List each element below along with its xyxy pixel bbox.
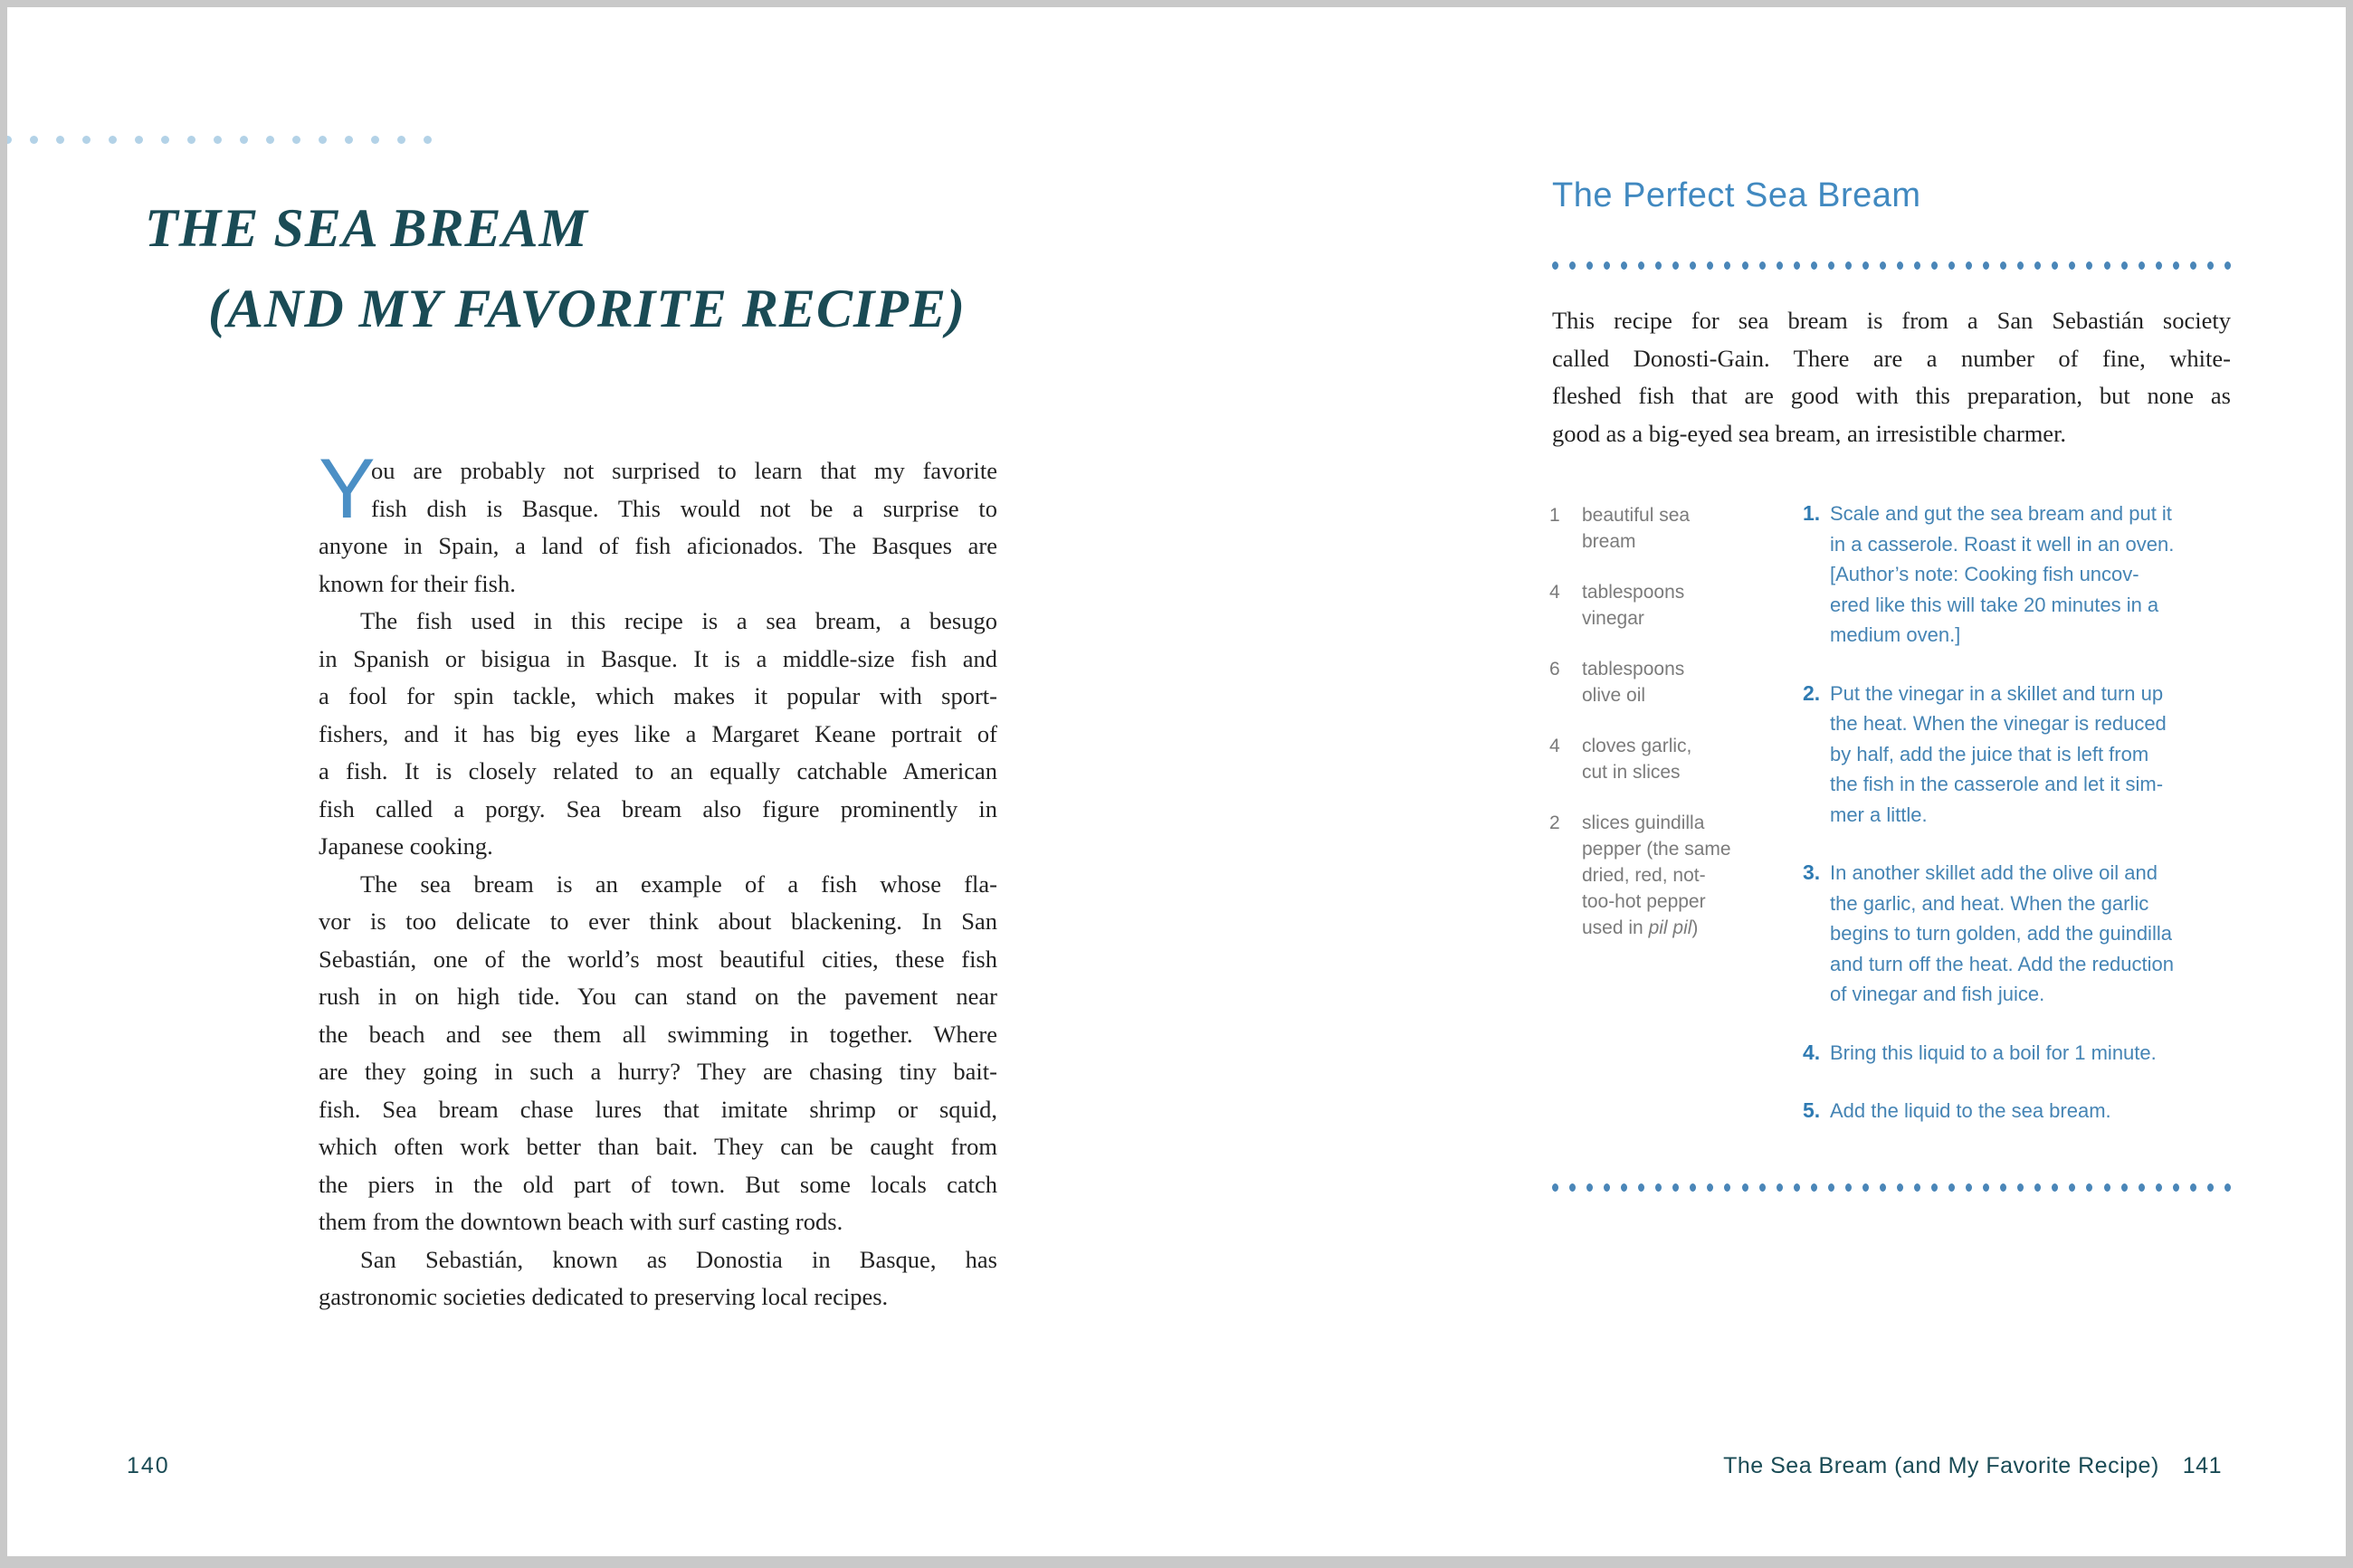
text-line: gastronomic societies dedicated to preserving local recipes.: [319, 1283, 889, 1310]
dot: [1604, 261, 1610, 270]
dot: [2224, 1183, 2231, 1192]
text-line: good as a big-eyed sea bream, an irresistible charmer.: [1552, 419, 2067, 447]
dot: [2034, 1183, 2041, 1192]
ingredient-quantity: 4: [1549, 582, 1560, 603]
dot: [1759, 1183, 1766, 1192]
dot: [2017, 1183, 2024, 1192]
drop-cap: Y: [319, 441, 376, 536]
ingredient-text-part: bream: [1582, 531, 1636, 552]
step-line: by half, add the juice that is left from: [1830, 742, 2149, 765]
dot: [1948, 1183, 1955, 1192]
dot: [2139, 261, 2145, 270]
dot: [1777, 261, 1783, 270]
step-line: Add the liquid to the sea bream.: [1830, 1099, 2111, 1122]
step-line: mer a little.: [1830, 803, 1928, 826]
text-line: are they going in such a hurry? They are chasing tiny bait-: [319, 1058, 997, 1085]
ingredient-line: [1582, 862, 1731, 889]
ingredient-item: [1549, 579, 1794, 632]
ingredient-text-part: vinegar: [1582, 608, 1644, 629]
dot: [2000, 1183, 2006, 1192]
ingredient-text-part: ): [1691, 917, 1699, 938]
dot: [345, 136, 353, 144]
dot: [319, 136, 327, 144]
dot: [2156, 1183, 2162, 1192]
dot: [2017, 261, 2024, 270]
dot: [1742, 1183, 1748, 1192]
text-line: ou are probably not surprised to learn that my favorite: [371, 457, 997, 484]
dot: [2173, 1183, 2179, 1192]
step-line: begins to turn golden, add the guindilla: [1830, 922, 2172, 945]
dot: [2052, 261, 2058, 270]
dotted-rule-bottom: [1552, 1183, 2231, 1192]
dot: [1966, 1183, 1972, 1192]
ingredient-line: [1582, 733, 1691, 759]
ingredient-text-part: tablespoons: [1582, 659, 1685, 679]
ingredient-text-part: beautiful sea: [1582, 505, 1691, 526]
dot: [1724, 1183, 1730, 1192]
recipe-intro: [1552, 302, 2231, 452]
step-line: the heat. When the vinegar is reduced: [1830, 712, 2167, 735]
dot: [240, 136, 248, 144]
dot: [1552, 1183, 1558, 1192]
dot: [371, 136, 379, 144]
step-line: Scale and gut the sea bream and put it: [1830, 502, 2172, 525]
page-number-left: 140: [127, 1453, 170, 1478]
ingredient-text-part: pepper (the same: [1582, 839, 1731, 860]
ingredient-text-part: tablespoons: [1582, 582, 1685, 603]
dot: [1811, 261, 1817, 270]
step-text: [1830, 679, 2167, 831]
step-number: 2.: [1803, 680, 1821, 705]
dot: [1655, 1183, 1662, 1192]
running-footer-chapter: The Sea Bream (and My Favorite Recipe): [1723, 1453, 2159, 1478]
dot: [2190, 261, 2196, 270]
dot: [1966, 261, 1972, 270]
ingredient-text-italic: pil pil: [1648, 917, 1692, 938]
dot: [1914, 1183, 1920, 1192]
dot: [1828, 261, 1834, 270]
ingredient-quantity: 4: [1549, 736, 1560, 756]
ingredient-line: [1582, 528, 1690, 555]
text-line: fish called a porgy. Sea bream also figure prominently in: [319, 794, 997, 822]
text-line: San Sebastián, known as Donostia in Basque, has: [360, 1245, 997, 1273]
dot: [1862, 261, 1869, 270]
dot: [2086, 261, 2092, 270]
dot: [1604, 1183, 1610, 1192]
step-line: In another skillet add the olive oil and: [1830, 861, 2158, 884]
dot: [1742, 261, 1748, 270]
dot: [1931, 1183, 1938, 1192]
dot: [1655, 261, 1662, 270]
step-line: the fish in the casserole and let it sim-: [1830, 773, 2164, 795]
text-line: fish dish is Basque. This would not be a surprise to: [371, 494, 997, 522]
dot: [2034, 261, 2041, 270]
dot: [1759, 261, 1766, 270]
step-line: in a casserole. Roast it well in an oven.: [1830, 532, 2175, 556]
dot: [1914, 261, 1920, 270]
recipe-step: [1803, 858, 2235, 1010]
ingredient-text-part: cut in slices: [1582, 762, 1681, 783]
dot: [1794, 1183, 1800, 1192]
dot: [7, 136, 12, 144]
ingredient-text-part: too-hot pepper: [1582, 891, 1706, 912]
ingredient-text-part: olive oil: [1582, 685, 1646, 706]
dot: [424, 136, 432, 144]
ingredient-text: [1582, 810, 1731, 941]
step-text: [1830, 499, 2174, 651]
text-line: a fish. It is closely related to an equally catchable American: [319, 757, 997, 784]
dot: [1845, 261, 1852, 270]
ingredient-line: [1582, 759, 1691, 785]
ingredient-line: [1582, 836, 1731, 862]
dot: [1621, 261, 1627, 270]
step-line: medium oven.]: [1830, 623, 1961, 646]
dot: [161, 136, 169, 144]
dot: [56, 136, 64, 144]
dot: [1690, 261, 1696, 270]
ingredient-text: [1582, 579, 1684, 632]
ingredient-line: [1582, 682, 1684, 708]
step-line: and turn off the heat. Add the reduction: [1830, 952, 2174, 975]
dot: [2052, 1183, 2058, 1192]
dot: [2139, 1183, 2145, 1192]
dot: [2069, 1183, 2075, 1192]
ingredient-line: [1582, 502, 1690, 528]
text-line: the beach and see them all swimming in together. Where: [319, 1020, 997, 1048]
dot: [82, 136, 90, 144]
dot: [135, 136, 143, 144]
dot: [1638, 1183, 1644, 1192]
step-list: [1803, 499, 2235, 1155]
dot: [109, 136, 117, 144]
ingredient-item: [1549, 656, 1794, 708]
book-spread: [7, 7, 2346, 1556]
dot: [397, 136, 405, 144]
step-number: 1.: [1803, 501, 1821, 525]
text-line: vor is too delicate to ever think about blackening. In San: [319, 908, 997, 935]
dot: [214, 136, 222, 144]
ingredient-text-part: dried, red, not-: [1582, 865, 1706, 886]
ingredient-text-part: slices guindilla: [1582, 813, 1705, 833]
dot: [1586, 1183, 1593, 1192]
text-line: fishers, and it has big eyes like a Margaret Keane portrait of: [319, 719, 997, 747]
dot: [1621, 1183, 1627, 1192]
dot: [2104, 261, 2110, 270]
dot: [1794, 261, 1800, 270]
dot: [1880, 1183, 1886, 1192]
dot: [1552, 261, 1558, 270]
dot: [1724, 261, 1730, 270]
ingredient-item: [1549, 502, 1794, 555]
dot: [1845, 1183, 1852, 1192]
ingredient-quantity: 6: [1549, 659, 1560, 679]
step-number: 4.: [1803, 1040, 1821, 1064]
dot: [1707, 261, 1713, 270]
text-line: Japanese cooking.: [319, 832, 493, 860]
recipe-step: [1803, 499, 2235, 651]
dot: [1586, 261, 1593, 270]
ingredient-text: [1582, 502, 1690, 555]
ingredient-line: [1582, 656, 1684, 682]
dot: [1707, 1183, 1713, 1192]
dotted-rule-top: [1552, 261, 2231, 270]
step-line: Put the vinegar in a skillet and turn up: [1830, 681, 2164, 705]
text-line: which often work better than bait. They can be caught from: [319, 1133, 997, 1160]
dot: [1569, 261, 1576, 270]
dot: [2069, 261, 2075, 270]
dot: [1672, 1183, 1679, 1192]
dot: [2104, 1183, 2110, 1192]
text-line: fish. Sea bream chase lures that imitate shrimp or squid,: [319, 1095, 997, 1123]
dot: [1811, 1183, 1817, 1192]
dot: [2000, 261, 2006, 270]
chapter-title-line1: THE SEA BREAM: [145, 198, 588, 258]
chapter-body-lines: [319, 441, 997, 1316]
ingredient-line: [1582, 605, 1684, 632]
text-line: anyone in Spain, a land of fish aficionados. The Basques are: [319, 532, 997, 559]
decorative-dotted-line-top-left: [7, 136, 432, 144]
text-line: fleshed fish that are good with this preparation, but none as: [1552, 382, 2231, 409]
dot: [1672, 261, 1679, 270]
text-line: the piers in the old part of town. But some locals catch: [319, 1170, 997, 1198]
ingredient-item: [1549, 733, 1794, 785]
dot: [292, 136, 300, 144]
step-number: 3.: [1803, 860, 1821, 884]
dot: [1777, 1183, 1783, 1192]
dot: [1897, 1183, 1903, 1192]
ingredient-line: [1582, 889, 1731, 915]
dot: [2121, 261, 2128, 270]
text-line: them from the downtown beach with surf casting rods.: [319, 1208, 843, 1235]
dot: [2173, 261, 2179, 270]
dot: [1862, 1183, 1869, 1192]
dot: [1983, 1183, 1989, 1192]
dot: [2121, 1183, 2128, 1192]
dot: [30, 136, 38, 144]
ingredient-list: [1549, 502, 1794, 965]
step-line: Bring this liquid to a boil for 1 minute.: [1830, 1041, 2157, 1064]
dot: [2086, 1183, 2092, 1192]
ingredient-text-part: used in: [1582, 917, 1649, 938]
dot: [266, 136, 274, 144]
step-line: of vinegar and fish juice.: [1830, 983, 2045, 1005]
text-line: called Donosti-Gain. There are a number of fine, white-: [1552, 344, 2231, 372]
step-line: ered like this will take 20 minutes in a: [1830, 593, 2159, 616]
step-text: [1830, 858, 2174, 1010]
dot: [2207, 1183, 2214, 1192]
page-number-right: 141: [2182, 1453, 2222, 1478]
text-line: known for their fish.: [319, 569, 516, 597]
text-line: in Spanish or bisigua in Basque. It is a middle-size fish and: [319, 644, 997, 672]
text-line: This recipe for sea bream is from a San Sebastián society: [1552, 307, 2231, 334]
dot: [2207, 261, 2214, 270]
ingredient-item: [1549, 810, 1794, 941]
dot: [1948, 261, 1955, 270]
text-line: The fish used in this recipe is a sea bream, a besugo: [360, 607, 997, 634]
dot: [1931, 261, 1938, 270]
ingredient-line: [1582, 579, 1684, 605]
text-line: a fool for spin tackle, which makes it popular with sport-: [319, 682, 997, 709]
step-text: [1830, 1096, 2111, 1126]
dot: [2224, 261, 2231, 270]
running-footer-right: [1723, 1453, 2222, 1479]
ingredient-text-part: cloves garlic,: [1582, 736, 1692, 756]
recipe-step: [1803, 1096, 2235, 1126]
ingredient-text: [1582, 733, 1691, 785]
chapter-title: [145, 198, 966, 338]
chapter-body: [319, 441, 997, 1316]
dot: [1638, 261, 1644, 270]
ingredient-line: [1582, 810, 1731, 836]
recipe-title: The Perfect Sea Bream: [1552, 176, 1921, 214]
ingredient-quantity: 2: [1549, 813, 1560, 833]
dot: [1983, 261, 1989, 270]
dot: [187, 136, 195, 144]
step-line: [Author’s note: Cooking fish uncov-: [1830, 563, 2139, 585]
text-line: rush in on high tide. You can stand on the pavement near: [319, 983, 997, 1010]
recipe-step: [1803, 679, 2235, 831]
ingredient-quantity: 1: [1549, 505, 1560, 526]
text-line: Sebastián, one of the world’s most beautiful cities, these fish: [319, 945, 997, 973]
recipe-step: [1803, 1038, 2235, 1069]
chapter-title-line2: (AND MY FAVORITE RECIPE): [208, 279, 966, 338]
step-number: 5.: [1803, 1098, 1821, 1122]
dot: [1880, 261, 1886, 270]
dot: [2156, 261, 2162, 270]
dot: [2190, 1183, 2196, 1192]
dot: [1569, 1183, 1576, 1192]
dot: [1690, 1183, 1696, 1192]
ingredient-line: [1582, 915, 1731, 941]
ingredient-text: [1582, 656, 1684, 708]
step-line: the garlic, and heat. When the garlic: [1830, 891, 2149, 915]
text-line: The sea bream is an example of a fish whose fla-: [360, 870, 997, 898]
step-text: [1830, 1038, 2157, 1069]
dot: [1828, 1183, 1834, 1192]
dot: [1897, 261, 1903, 270]
